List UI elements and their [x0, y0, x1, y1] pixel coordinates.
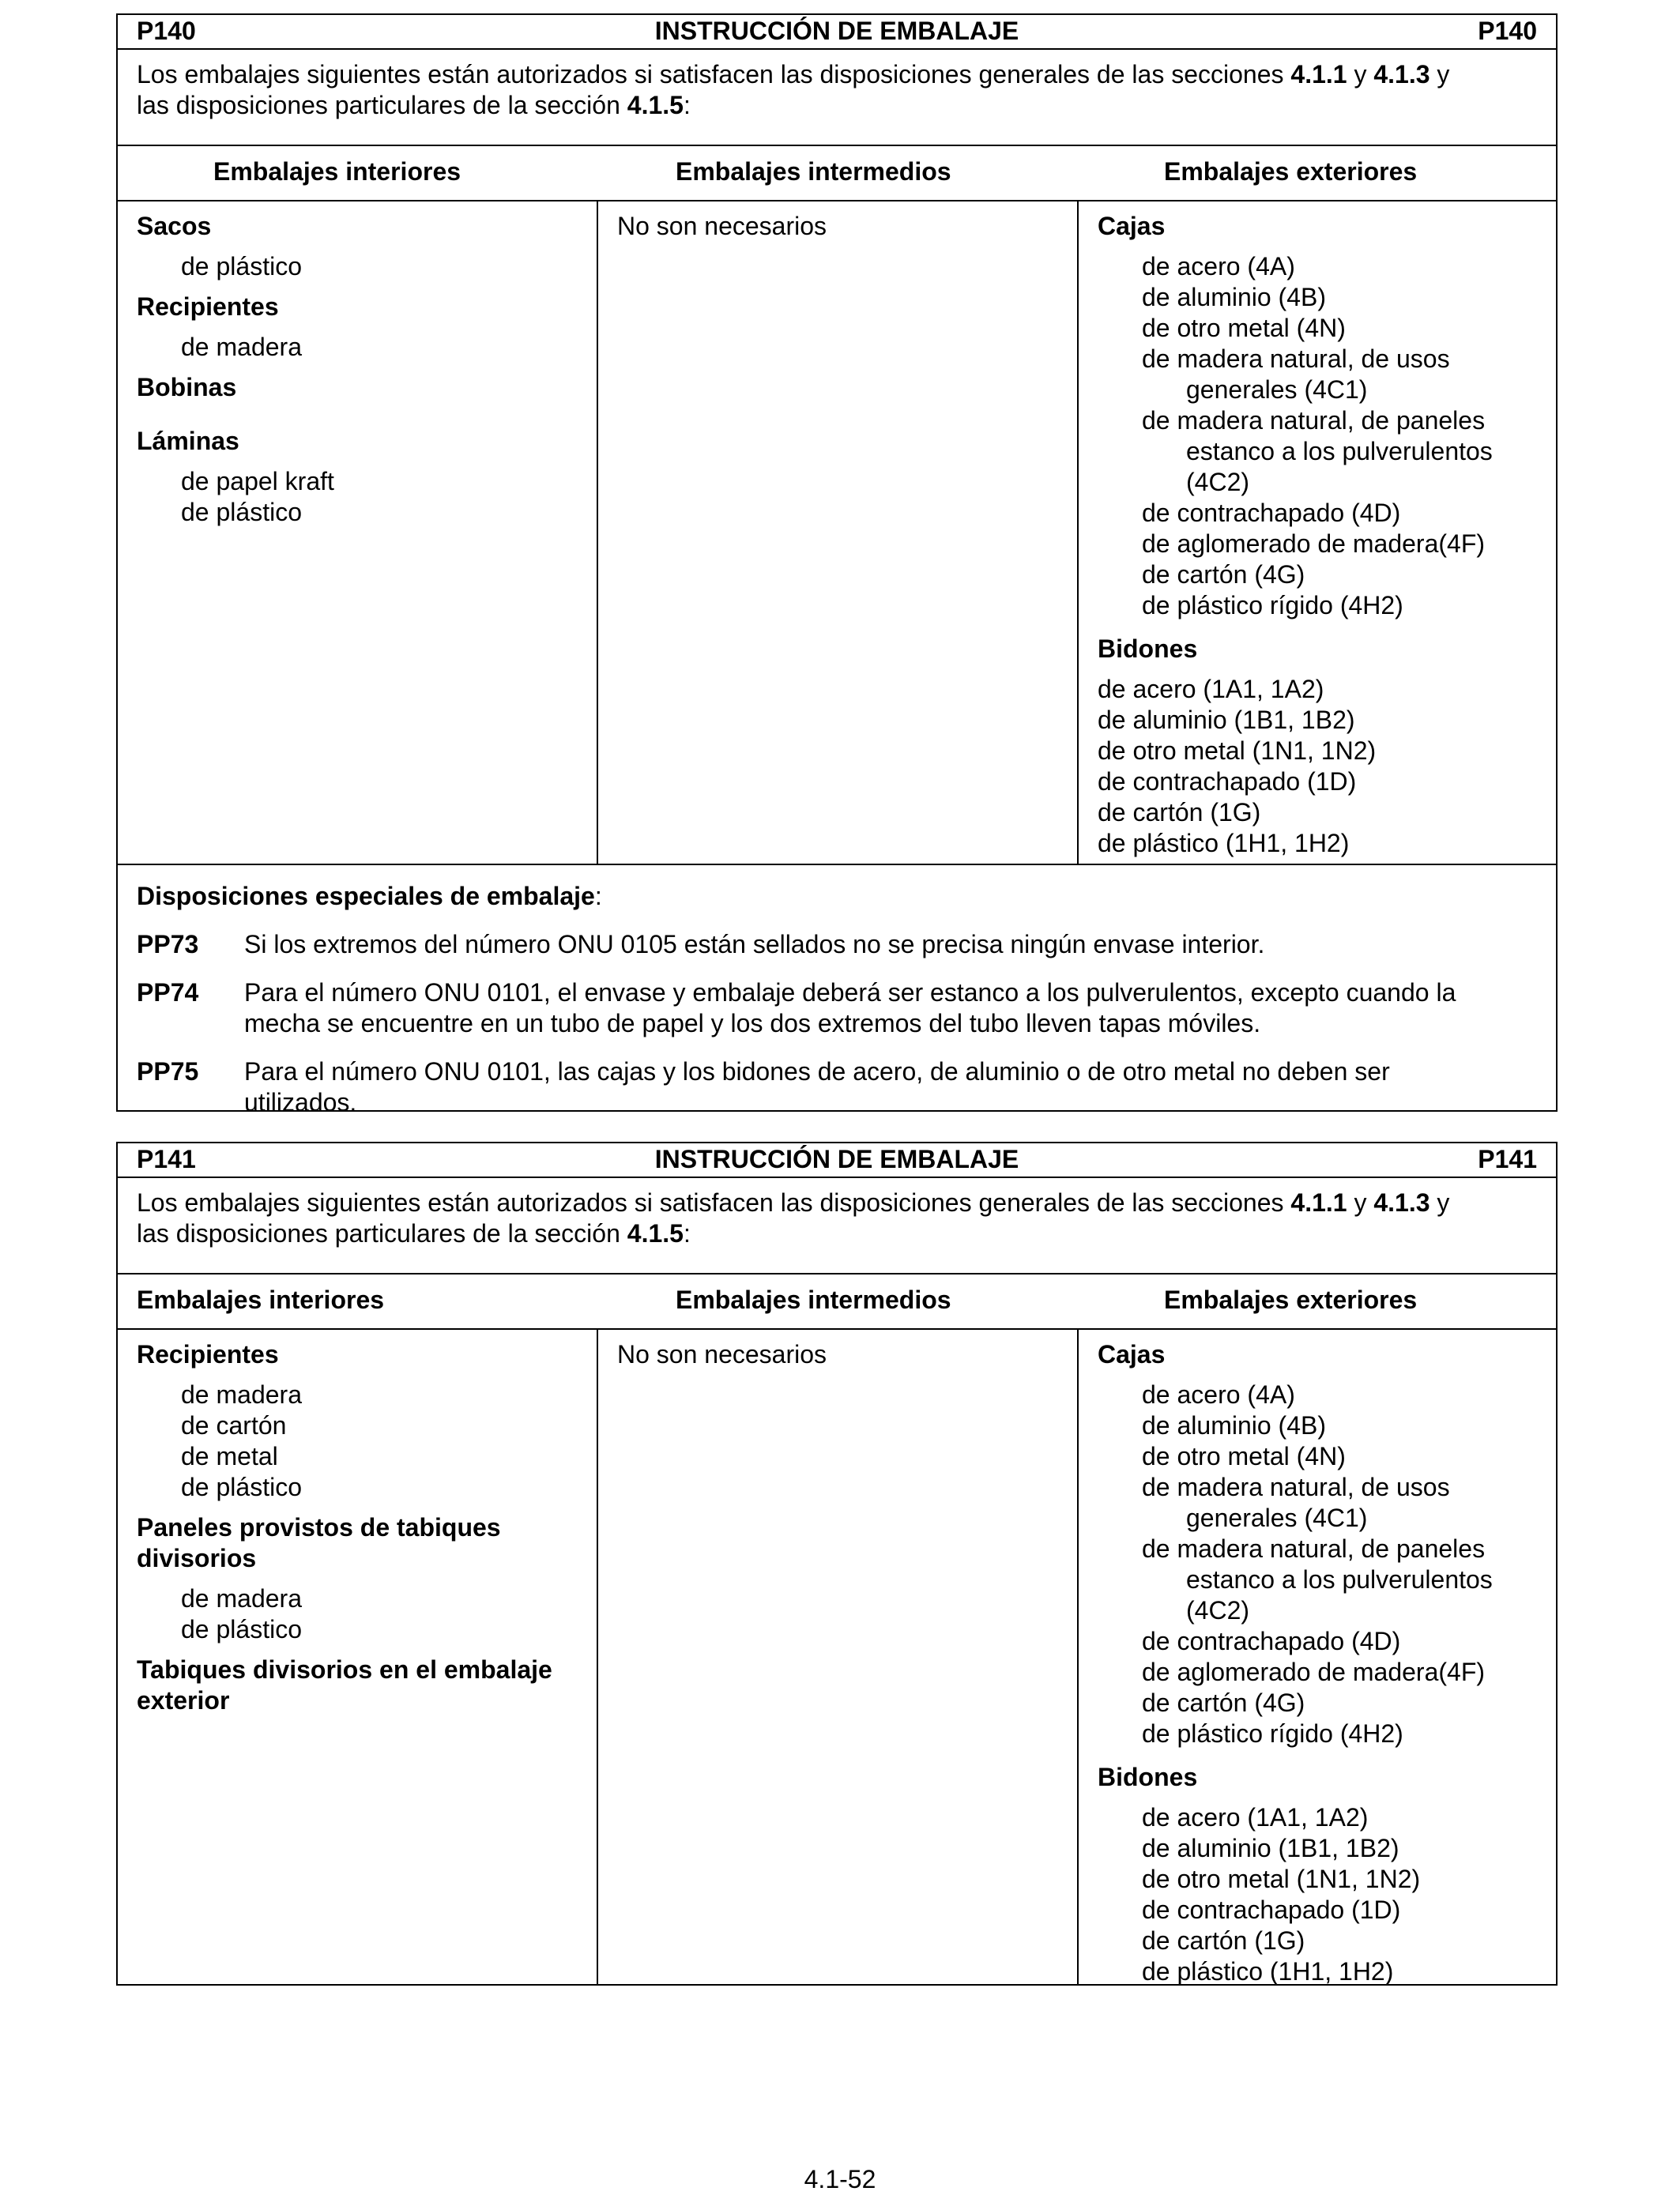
intro-text: : [683, 1219, 691, 1248]
list-item: de acero (4A) [1142, 252, 1295, 280]
provision-text: Para el número ONU 0101, el envase y embalaje deberá ser estanco a los pulverulentos, excepto cuando la [244, 978, 1456, 1007]
p141-header [118, 1143, 1556, 1178]
list-item: de papel kraft [181, 467, 334, 495]
header-outer-packagings: Embalajes exteriores [1164, 1286, 1418, 1314]
category-label: Cajas [1098, 212, 1166, 240]
intro-text: y [1347, 1188, 1374, 1217]
list-item: de madera natural, de usos [1142, 1473, 1450, 1501]
list-item: de madera natural, de usos [1142, 344, 1450, 373]
section-ref: 4.1.5 [627, 1219, 684, 1248]
list-item: de madera [181, 333, 302, 361]
list-item: generales (4C1) [1186, 1504, 1368, 1532]
list-item: de otro metal (4N) [1142, 1442, 1346, 1470]
list-item: de madera [181, 1584, 302, 1613]
section-ref: 4.1.3 [1373, 1188, 1430, 1217]
header-intermediate-packagings: Embalajes intermedios [676, 157, 951, 186]
p140-code-left: P140 [137, 17, 196, 45]
list-item: de madera [181, 1380, 302, 1409]
intro-text: y [1347, 60, 1374, 88]
p141-outer-column [1079, 1328, 1556, 1984]
intro-text: : [683, 91, 691, 119]
list-item: de acero (1A1, 1A2) [1142, 1803, 1369, 1832]
p140-outer-column [1079, 200, 1556, 864]
list-item: de plástico [181, 252, 302, 280]
p140-header [118, 15, 1556, 50]
list-item: de madera natural, de paneles [1142, 406, 1486, 435]
intro-text: y [1430, 1188, 1450, 1217]
list-item: (4C2) [1186, 468, 1250, 496]
list-item: de plástico (1H1, 1H2) [1142, 1957, 1394, 1986]
intro-text: Los embalajes siguientes están autorizados si satisfacen las disposiciones generales de las secciones [137, 60, 1291, 88]
provision-text: mecha se encuentre en un tubo de papel y los dos extremos del tubo lleven tapas móviles. [244, 1009, 1261, 1037]
section-ref: 4.1.5 [627, 91, 684, 119]
provision-code: PP75 [137, 1057, 199, 1086]
list-item: de aluminio (1B1, 1B2) [1142, 1834, 1399, 1862]
list-item: de cartón (1G) [1098, 798, 1261, 826]
p141-code-left: P141 [137, 1145, 196, 1173]
category-label: divisorios [137, 1544, 257, 1572]
category-label: Bobinas [137, 373, 237, 401]
provision-text: Para el número ONU 0101, las cajas y los bidones de acero, de aluminio o de otro metal no deben ser [244, 1057, 1390, 1086]
provision-item [137, 1056, 1540, 1118]
list-item: de contrachapado (1D) [1098, 767, 1357, 796]
intermediate-note: No son necesarios [617, 1340, 827, 1369]
p141-title: INSTRUCCIÓN DE EMBALAJE [654, 1145, 1019, 1173]
list-item: de cartón [181, 1411, 287, 1440]
list-item: de madera natural, de paneles [1142, 1534, 1486, 1563]
p141-code-right: P141 [1478, 1145, 1537, 1173]
special-provisions-title: Disposiciones especiales de embalaje [137, 882, 595, 910]
list-item: de acero (4A) [1142, 1380, 1295, 1409]
intro-text: Los embalajes siguientes están autorizados si satisfacen las disposiciones generales de las secciones [137, 1188, 1291, 1217]
list-item: de cartón (4G) [1142, 560, 1305, 589]
p140-intermediate-column [598, 200, 1079, 864]
provision-item [137, 977, 1540, 1039]
header-inner-packagings: Embalajes interiores [137, 1286, 385, 1314]
section-ref: 4.1.3 [1373, 60, 1430, 88]
category-label: Bidones [1098, 634, 1198, 663]
header-outer-packagings: Embalajes exteriores [1164, 157, 1418, 186]
list-item: de otro metal (4N) [1142, 314, 1346, 342]
list-item: generales (4C1) [1186, 375, 1368, 404]
list-item: de cartón (1G) [1142, 1926, 1305, 1955]
section-ref: 4.1.1 [1290, 60, 1347, 88]
list-item: de plástico [181, 498, 302, 526]
header-inner-packagings: Embalajes interiores [213, 157, 461, 186]
p141-intro [118, 1177, 1556, 1274]
list-item: de aluminio (4B) [1142, 283, 1326, 311]
intermediate-note: No son necesarios [617, 212, 827, 240]
category-label: Tabiques divisorios en el embalaje [137, 1655, 552, 1684]
page-number: 4.1-52 [804, 2165, 876, 2193]
list-item: de aluminio (4B) [1142, 1411, 1326, 1440]
category-label: Recipientes [137, 292, 279, 321]
list-item: de acero (1A1, 1A2) [1098, 675, 1324, 703]
p140-column-headers [118, 146, 1556, 201]
category-label: exterior [137, 1686, 230, 1715]
list-item: de otro metal (1N1, 1N2) [1142, 1865, 1421, 1893]
p141-inner-column [118, 1328, 598, 1984]
section-ref: 4.1.1 [1290, 1188, 1347, 1217]
p141-column-headers [118, 1274, 1556, 1330]
list-item: de cartón (4G) [1142, 1689, 1305, 1717]
category-label: Sacos [137, 212, 212, 240]
intro-text: las disposiciones particulares de la sección [137, 91, 627, 119]
title-suffix: : [594, 882, 602, 910]
category-label: Cajas [1098, 1340, 1166, 1369]
list-item: de aglomerado de madera(4F) [1142, 1658, 1486, 1686]
list-item: estanco a los pulverulentos [1186, 1565, 1493, 1594]
p140-code-right: P140 [1478, 17, 1537, 45]
list-item: de plástico (1H1, 1H2) [1098, 829, 1350, 857]
category-label: Bidones [1098, 1763, 1198, 1791]
provision-item [137, 929, 1540, 960]
provision-text: utilizados. [244, 1088, 357, 1116]
list-item: (4C2) [1186, 1596, 1250, 1625]
category-label: Recipientes [137, 1340, 279, 1369]
list-item: de contrachapado (4D) [1142, 1627, 1401, 1655]
provision-code: PP74 [137, 978, 199, 1007]
list-item: de aluminio (1B1, 1B2) [1098, 706, 1355, 734]
p140-title: INSTRUCCIÓN DE EMBALAJE [654, 17, 1019, 45]
list-item: de metal [181, 1442, 278, 1470]
list-item: estanco a los pulverulentos [1186, 437, 1493, 465]
list-item: de contrachapado (1D) [1142, 1896, 1401, 1924]
p140-intro [118, 48, 1556, 146]
list-item: de aglomerado de madera(4F) [1142, 529, 1486, 558]
p140-inner-column [118, 200, 598, 864]
p140-special-provisions [118, 865, 1556, 1118]
list-item: de plástico [181, 1615, 302, 1643]
header-intermediate-packagings: Embalajes intermedios [676, 1286, 951, 1314]
list-item: de plástico rígido (4H2) [1142, 1719, 1403, 1748]
list-item: de otro metal (1N1, 1N2) [1098, 736, 1377, 765]
list-item: de plástico rígido (4H2) [1142, 591, 1403, 619]
list-item: de plástico [181, 1473, 302, 1501]
intro-text: y [1430, 60, 1450, 88]
list-item: de contrachapado (4D) [1142, 499, 1401, 527]
intro-text: las disposiciones particulares de la sección [137, 1219, 627, 1248]
provision-code: PP73 [137, 930, 199, 958]
packing-instruction-p140 [116, 13, 1558, 1116]
p141-intermediate-column [598, 1328, 1079, 1984]
provision-text: Si los extremos del número ONU 0105 están sellados no se precisa ningún envase interior. [244, 930, 1265, 958]
packing-instruction-p141 [116, 1142, 1558, 1986]
category-label: Paneles provistos de tabiques [137, 1513, 501, 1542]
category-label: Láminas [137, 427, 239, 455]
